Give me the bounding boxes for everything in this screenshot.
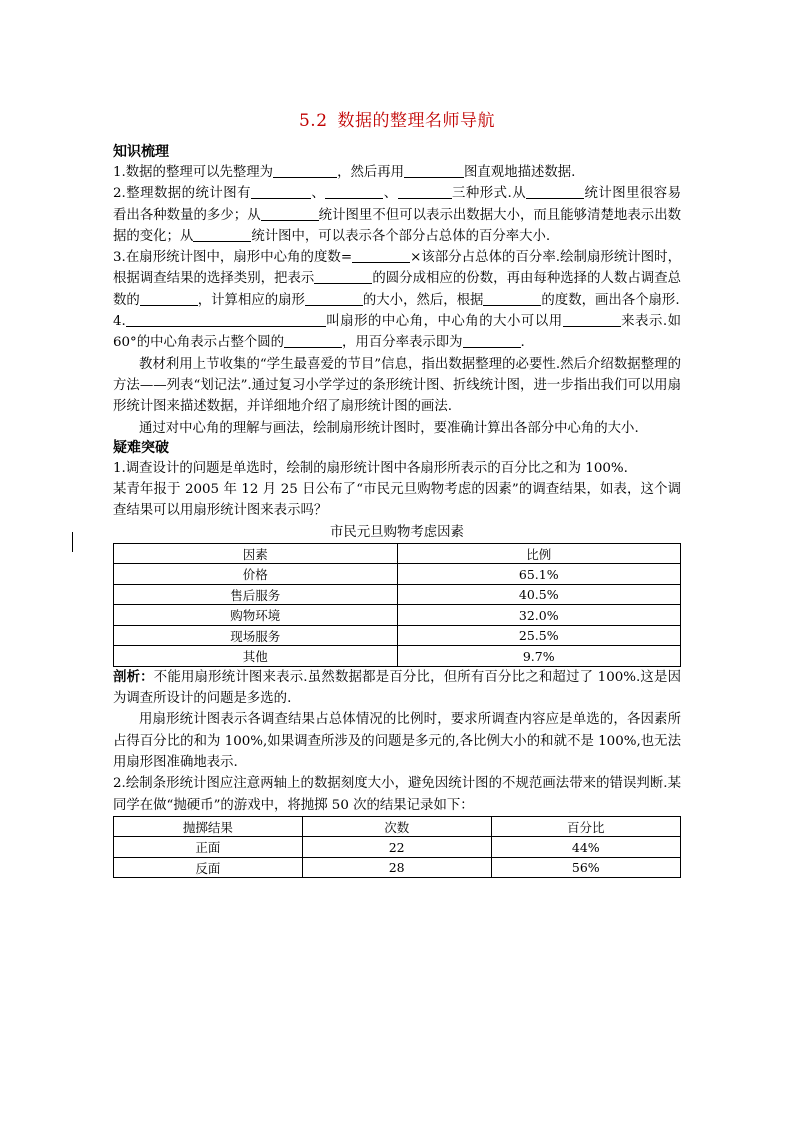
section-heading-knowledge: 知识梳理: [113, 144, 169, 160]
table-row: 正面 22 44%: [114, 837, 681, 858]
table-header-cell: 次数: [302, 816, 491, 837]
answer-blank[interactable]: [193, 227, 251, 242]
knowledge-item-2: 2.整理数据的统计图有 、 、 三种形式.从 统计图里很容易看出各种数量的多少；从 统计图里不但可以表示出数据大小，而且能够清楚地表示出数据的变化；从 统计图中，可以表示各个部分占总体的百分率大小.: [113, 186, 682, 244]
answer-blank[interactable]: [404, 163, 464, 178]
table-row: 价格 65.1%: [114, 564, 681, 585]
difficulty-item-2: 2.绘制条形统计图应注意两轴上的数据刻度大小，避免因统计图的不规范画法带来的错误判断.某同学在做“抛硬币”的游戏中，将抛掷 50 次的结果记录如下：: [113, 776, 681, 813]
analysis-paragraph: 剖析：不能用扇形统计图来表示.虽然数据都是百分比，但所有百分比之和超过了 100%.这是因为调查所设计的问题是多选的.: [113, 668, 681, 707]
answer-blank[interactable]: [325, 184, 383, 199]
difficulty-question: 某青年报于 2005 年 12 月 25 日公布了“市民元旦购物考虑的因素”的调查结果，如表，这个调查结果可以用扇形统计图来表示吗？: [113, 482, 681, 519]
answer-blank[interactable]: [352, 248, 410, 263]
table-row: 其他 9.7%: [114, 646, 681, 667]
table-row: 购物环境 32.0%: [114, 605, 681, 626]
table-header-cell: 百分比: [491, 816, 680, 837]
difficulty-item-1: 1.调查设计的问题是单选时，绘制的扇形统计图中各扇形所表示的百分比之和为 100%.: [113, 460, 628, 476]
answer-blank[interactable]: [526, 184, 584, 199]
analysis-label: 剖析：: [113, 668, 154, 685]
paragraph-textbook: 教材利用上节收集的“学生最喜爱的节目”信息，指出数据整理的必要性.然后介绍数据整理的方法——列表“划记法”.通过复习小学学过的条形统计图、折线统计图，进一步指出我们可以用扇形统计图来描述数据，并详细地介绍了扇形统计图的画法.: [113, 356, 681, 415]
answer-blank[interactable]: [284, 333, 342, 348]
table-row: 反面 28 56%: [114, 857, 681, 878]
answer-blank[interactable]: [140, 291, 198, 306]
table-row: 现场服务 25.5%: [114, 625, 681, 646]
answer-blank[interactable]: [563, 312, 621, 327]
paragraph-central-angle: 通过对中心角的理解与画法，绘制扇形统计图时，要准确计算出各部分中心角的大小.: [139, 420, 639, 436]
section-heading-difficulties: 疑难突破: [113, 439, 169, 456]
table-header-cell: 因素: [114, 543, 398, 564]
table-header-cell: 比例: [397, 543, 681, 564]
paragraph-pie-usage: 用扇形统计图表示各调查结果占总体情况的比例时，要求所调查内容应是单选的，各因素所占得百分比的和为 100%,如果调查所涉及的问题是多元的,各比例大小的和就不是 100%,也无法用扇形图准确地表示.: [113, 712, 681, 770]
table-header-row: [114, 816, 681, 837]
answer-blank[interactable]: [483, 291, 541, 306]
factors-table: [113, 543, 681, 667]
table-header-row: [114, 543, 681, 564]
knowledge-item-3: 3.在扇形统计图中，扇形中心角的度数= ×该部分占总体的百分率.绘制扇形统计图时，根据调查结果的选择类别，把表示 的圆分成相应的份数，再由每种选择的人数占调查总数的 ，计算相应的扇形 的大小，然后，根据 的度数，画出各个扇形.: [113, 250, 682, 308]
answer-blank[interactable]: [463, 333, 521, 348]
document-page: [113, 100, 681, 878]
answer-blank[interactable]: [273, 163, 337, 178]
title-number: 5.2: [298, 111, 328, 131]
answer-blank[interactable]: [251, 184, 311, 199]
table-header-cell: 抛掷结果: [114, 816, 303, 837]
text-cursor: [72, 532, 73, 552]
answer-blank[interactable]: [261, 206, 319, 221]
knowledge-item-4: 4. 叫扇形的中心角，中心角的大小可以用 来表示.如 60°的中心角表示占整个圆的 ，用百分率表示即为 .: [113, 314, 681, 351]
answer-blank[interactable]: [126, 312, 326, 327]
answer-blank[interactable]: [314, 269, 372, 284]
knowledge-item-1: 1.数据的整理可以先整理为 ，然后再用 图直观地描述数据.: [113, 165, 576, 180]
title-text: 数据的整理名师导航: [337, 111, 496, 131]
answer-blank[interactable]: [398, 184, 452, 199]
page-title: [113, 106, 681, 131]
table-caption: 市民元旦购物考虑因素: [330, 524, 464, 540]
answer-blank[interactable]: [305, 291, 363, 306]
coin-toss-table: [113, 816, 681, 879]
table-row: 售后服务 40.5%: [114, 584, 681, 605]
